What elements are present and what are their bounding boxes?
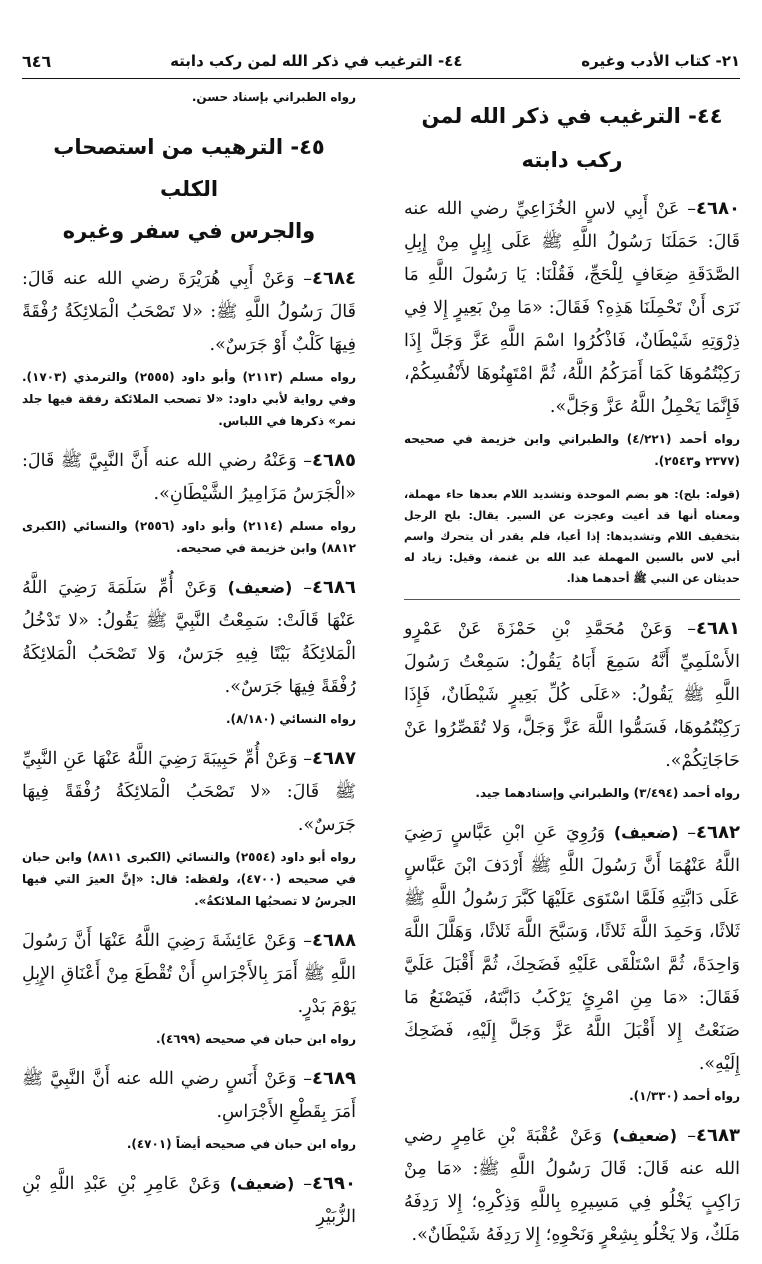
left-column: [22, 86, 356, 1246]
hadith-4690: [22, 1167, 356, 1234]
hadith-number: ٤٦٨٤: [312, 268, 356, 289]
running-header: [22, 46, 740, 76]
hadith-body: وَعَنْ أُمِّ سَلَمَةَ رَضِيَ اللَّهُ عَنْهَا قَالَتْ: سَمِعْتُ النَّبِيَّ ﷺ يَقُولُ: «لا تَدْخُلُ الْمَلائِكَةُ بَيْتًا فِيهِ جَرَسٌ، وَلا تَصْحَبُ الْمَلائِكَةُ رُفْقَةً فِيهَا جَرَسٌ».: [22, 578, 356, 697]
carried-source-line: رواه الطبراني بإسناد حسن.: [191, 90, 356, 104]
right-column: [404, 86, 740, 1264]
explanatory-note: (قوله: بلح): هو بضم الموحدة وتشديد اللام بعدها حاء مهملة، ومعناه أنها قد أعيت وعجزت عن السير. يقال: بلح الرجل بتخفيف اللام وتشديدها: إذا أعيا، فلم يقدر أن يتحرك واسم أبي لاس بالسين المهملة عبد الله بن غنمة، وقيل: زياد له حديثان عن النبي ﷺ أحدهما هذا.: [404, 488, 740, 585]
hadith-text: ٤٦٨٧– وَعَنْ أُمِّ حَبِيبَةَ رَضِيَ اللَّهُ عَنْهَا عَنِ النَّبِيِّ ﷺ قَالَ: «لا تَصْحَبُ الْمَلائِكَةُ رُفْقَةً فِيهَا جَرَسٌ».: [22, 748, 356, 835]
section-title-44: ٤٤- الترغيب في ذكر الله لمن ركب دابته: [421, 104, 723, 172]
hadith-body: وَرُوِيَ عَنِ ابْنِ عَبَّاسٍ رَضِيَ اللَّهُ عَنْهُمَا أَنَّ رَسُولَ اللَّهِ ﷺ أَرْدَفَ ابْنَ عَبَّاسٍ عَلَى دَابَّتِهِ فَلَمَّا اسْتَوَى عَلَيْهَا كَبَّرَ رَسُولُ اللَّهِ ﷺ ثَلاثًا، وَحَمِدَ اللَّهَ ثَلاثًا، وَسَبَّحَ اللَّهَ ثَلاثًا، وَهَلَّلَ اللَّهَ وَاحِدَةً، ثُمَّ اسْتَلْقَى عَلَيْهِ فَضَحِكَ، ثُمَّ أَقْبَلَ عَلَيَّ فَقَالَ: «مَا مِنِ امْرِئٍ يَرْكَبُ دَابَّتَهُ، فَيَصْنَعُ مَا صَنَعْتُ إِلا أَقْبَلَ اللَّهُ عَزَّ وَجَلَّ إِلَيْهِ، فَضَحِكَ إِلَيْهِ».: [404, 823, 740, 1074]
hadith-4688: [22, 924, 356, 1050]
hadith-text: ٤٦٨٩– وَعَنْ أَنَسٍ رضي الله عنه أَنَّ النَّبِيَّ ﷺ أَمَرَ بِقَطْعِ الأَجْرَاسِ.: [22, 1068, 356, 1122]
hadith-grade: (ضعيف): [227, 578, 293, 597]
hadith-4685: [22, 444, 356, 559]
hadith-body: وَعَنْ أَنَسٍ رضي الله عنه أَنَّ النَّبِيَّ ﷺ أَمَرَ بِقَطْعِ الأَجْرَاسِ.: [22, 1069, 356, 1122]
header-rule: [22, 78, 740, 79]
hadith-grade: (ضعيف): [229, 1174, 295, 1193]
section-title-line-1: ٤٥- الترهيب من استصحاب الكلب: [53, 135, 325, 201]
page-number: ٦٤٦: [22, 51, 52, 71]
hadith-grade: (ضعيف): [612, 1126, 678, 1145]
hadith-4689: [22, 1062, 356, 1155]
hadith-source: رواه أحمد (١/٣٣٠).: [629, 1089, 740, 1103]
hadith-number: ٤٦٨٩: [312, 1068, 356, 1089]
hadith-body: وَعَنْ عَائِشَةَ رَضِيَ اللَّهُ عَنْهَا أَنَّ رَسُولَ اللَّهِ ﷺ أَمَرَ بِالأَجْرَاسِ أَنْ تُقْطَعَ مِنْ أَعْنَاقِ الإِبِلِ يَوْمَ بَدْرٍ.: [22, 931, 356, 1017]
hadith-number: ٤٦٨٦: [312, 577, 356, 598]
hadith-text: ٤٦٨٠– عَنْ أَبِي لاسٍ الخُزَاعِيِّ رضي الله عنه قَالَ: حَمَلَنَا رَسُولُ اللَّهِ ﷺ عَلَى إِبِلٍ مِنْ إِبِلِ الصَّدَقَةِ ضِعَافٍ لِلْحَجِّ، فَقُلْنَا: يَا رَسُولَ اللَّهِ مَا نَرَى أَنْ تَحْمِلَنَا هَذِهِ؟ فَقَالَ: «مَا مِنْ بَعِيرٍ إِلا فِي ذِرْوَتِهِ شَيْطَانٌ، فَاذْكُرُوا اسْمَ اللَّهِ عَزَّ وَجَلَّ إِذَا رَكِبْتُمُوهَا كَمَا أَمَرَكُمُ اللَّهُ، ثُمَّ امْتَهِنُوهَا لأَنْفُسِكُمْ، فَإِنَّمَا يَحْمِلُ اللَّهُ عَزَّ وَجَلَّ».: [404, 198, 740, 417]
hadith-number: ٤٦٨٥: [312, 450, 356, 471]
hadith-body: وَعَنْ عُقْبَةَ بْنِ عَامِرٍ رضي الله عنه قَالَ: قَالَ رَسُولُ اللَّهِ ﷺ: «مَا مِنْ رَاكِبٍ يَخْلُو فِي مَسِيرِهِ بِاللَّهِ وَذِكْرِهِ؛ إِلا رَدِفَهُ مَلَكٌ، وَلا يَخْلُو بِشِعْرٍ وَنَحْوِهِ؛ إِلا رَدِفَهُ شَيْطَانٌ».: [404, 1126, 740, 1245]
hadith-text: ٤٦٨٦– (ضعيف) وَعَنْ أُمِّ سَلَمَةَ رَضِيَ اللَّهُ عَنْهَا قَالَتْ: سَمِعْتُ النَّبِيَّ ﷺ يَقُولُ: «لا تَدْخُلُ الْمَلائِكَةُ بَيْتًا فِيهِ جَرَسٌ، وَلا تَصْحَبُ الْمَلائِكَةُ رُفْقَةً فِيهَا جَرَسٌ».: [22, 577, 356, 697]
hadith-number: ٤٦٨٠: [696, 198, 740, 219]
hadith-number: ٤٦٨٨: [312, 930, 356, 951]
hadith-body: وَعَنْ أَبِي هُرَيْرَةَ رضي الله عنه قَالَ: قَالَ رَسُولُ اللَّهِ ﷺ: «لا تَصْحَبُ الْمَلائِكَةُ رُفْقَةً فِيهَا كَلْبٌ أَوْ جَرَسٌ».: [22, 269, 356, 355]
hadith-number: ٤٦٨١: [696, 618, 740, 639]
hadith-4687: [22, 742, 356, 912]
hadith-source: رواه مسلم (٢١١٤) وأبو داود (٢٥٥٦) والنسائي (الكبرى ٨٨١٢) وابن خزيمة في صحيحه.: [22, 519, 356, 555]
hadith-4684: [22, 262, 356, 432]
hadith-number: ٤٦٨٣: [696, 1125, 740, 1146]
hadith-number: ٤٦٩٠: [312, 1173, 356, 1194]
hadith-grade: (ضعيف): [613, 823, 679, 842]
hadith-text: ٤٦٨٢– (ضعيف) وَرُوِيَ عَنِ ابْنِ عَبَّاسٍ رَضِيَ اللَّهُ عَنْهُمَا أَنَّ رَسُولَ اللَّهِ ﷺ أَرْدَفَ ابْنَ عَبَّاسٍ عَلَى دَابَّتِهِ فَلَمَّا اسْتَوَى عَلَيْهَا كَبَّرَ رَسُولُ اللَّهِ ﷺ ثَلاثًا، وَحَمِدَ اللَّهَ ثَلاثًا، وَسَبَّحَ اللَّهَ ثَلاثًا، وَهَلَّلَ اللَّهَ وَاحِدَةً، ثُمَّ اسْتَلْقَى عَلَيْهِ فَضَحِكَ، ثُمَّ أَقْبَلَ عَلَيَّ فَقَالَ: «مَا مِنِ امْرِئٍ يَرْكَبُ دَابَّتَهُ، فَيَصْنَعُ مَا صَنَعْتُ إِلا أَقْبَلَ اللَّهُ عَزَّ وَجَلَّ إِلَيْهِ، فَضَحِكَ إِلَيْهِ».: [404, 822, 740, 1074]
hadith-body: عَنْ أَبِي لاسٍ الخُزَاعِيِّ رضي الله عنه قَالَ: حَمَلَنَا رَسُولُ اللَّهِ ﷺ عَلَى إِبِلٍ مِنْ إِبِلِ الصَّدَقَةِ ضِعَافٍ لِلْحَجِّ، فَقُلْنَا: يَا رَسُولَ اللَّهِ مَا نَرَى أَنْ تَحْمِلَنَا هَذِهِ؟ فَقَالَ: «مَا مِنْ بَعِيرٍ إِلا فِي ذِرْوَتِهِ شَيْطَانٌ، فَاذْكُرُوا اسْمَ اللَّهِ عَزَّ وَجَلَّ إِذَا رَكِبْتُمُوهَا كَمَا أَمَرَكُمُ اللَّهُ، ثُمَّ امْتَهِنُوهَا لأَنْفُسِكُمْ، فَإِنَّمَا يَحْمِلُ اللَّهُ عَزَّ وَجَلَّ».: [404, 199, 740, 417]
hadith-4680: [404, 192, 740, 472]
chapter-title: ٢١- كتاب الأدب وغيره: [581, 52, 740, 70]
section-title-45: [22, 126, 356, 252]
hadith-4681: [404, 612, 740, 804]
hadith-text: ٤٦٨٥– وَعَنْهُ رضي الله عنه أَنَّ النَّبِيَّ ﷺ قَالَ: «الْجَرَسُ مَزَامِيرُ الشَّيْطَانِ».: [22, 450, 356, 504]
hadith-4683: [404, 1119, 740, 1252]
hadith-source: رواه أحمد (٣/٤٩٤) والطبراني وإسنادهما جيد.: [475, 786, 740, 800]
hadith-text: ٤٦٨١– وَعَنْ مُحَمَّدِ بْنِ حَمْزَةَ عَنْ عَمْرٍو الأَسْلَمِيِّ أَنَّهُ سَمِعَ أَبَاهُ يَقُولُ: سَمِعْتُ رَسُولَ اللَّهِ ﷺ يَقُولُ: «عَلَى كُلِّ بَعِيرٍ شَيْطَانٌ، فَإِذَا رَكِبْتُمُوهَا، فَسَمُّوا اللَّهَ عَزَّ وَجَلَّ، وَلا تُقَصِّرُوا عَنْ حَاجَاتِكُمْ».: [404, 618, 740, 771]
hadith-text: ٤٦٨٣– (ضعيف) وَعَنْ عُقْبَةَ بْنِ عَامِرٍ رضي الله عنه قَالَ: قَالَ رَسُولُ اللَّهِ ﷺ: «مَا مِنْ رَاكِبٍ يَخْلُو فِي مَسِيرِهِ بِاللَّهِ وَذِكْرِهِ؛ إِلا رَدِفَهُ مَلَكٌ، وَلا يَخْلُو بِشِعْرٍ وَنَحْوِهِ؛ إِلا رَدِفَهُ شَيْطَانٌ».: [404, 1125, 740, 1245]
hadith-4686: [22, 571, 356, 730]
hadith-body: وَعَنْ أُمِّ حَبِيبَةَ رَضِيَ اللَّهُ عَنْهَا عَنِ النَّبِيِّ ﷺ قَالَ: «لا تَصْحَبُ الْمَلائِكَةُ رُفْقَةً فِيهَا جَرَسٌ».: [22, 749, 356, 835]
hadith-source: رواه أبو داود (٢٥٥٤) والنسائي (الكبرى ٨٨١١) وابن حبان في صحيحه (٤٧٠٠)، ولفظه: قال: «إنَّ العيرَ التي فيها الجرسُ لا تصحبُها الملائكةُ».: [22, 850, 356, 908]
hadith-text: ٤٦٨٤– وَعَنْ أَبِي هُرَيْرَةَ رضي الله عنه قَالَ: قَالَ رَسُولُ اللَّهِ ﷺ: «لا تَصْحَبُ الْمَلائِكَةُ رُفْقَةً فِيهَا كَلْبٌ أَوْ جَرَسٌ».: [22, 268, 356, 355]
hadith-4682: [404, 816, 740, 1107]
section-title-line-2: والجرس في سفر وغيره: [62, 219, 316, 243]
hadith-source: رواه ابن حبان في صحيحه (٤٦٩٩).: [155, 1032, 356, 1046]
divider: [404, 599, 740, 600]
hadith-source: رواه أحمد (٤/٢٢١) والطبراني وابن خزيمة في صحيحه (٢٣٧٧ و٢٥٤٣).: [404, 432, 740, 468]
hadith-source: رواه النسائي (٨/١٨٠).: [225, 712, 356, 726]
hadith-number: ٤٦٨٢: [696, 822, 740, 843]
hadith-body: وَعَنْ مُحَمَّدِ بْنِ حَمْزَةَ عَنْ عَمْرٍو الأَسْلَمِيِّ أَنَّهُ سَمِعَ أَبَاهُ يَقُولُ: سَمِعْتُ رَسُولَ اللَّهِ ﷺ يَقُولُ: «عَلَى كُلِّ بَعِيرٍ شَيْطَانٌ، فَإِذَا رَكِبْتُمُوهَا، فَسَمُّوا اللَّهَ عَزَّ وَجَلَّ، وَلا تُقَصِّرُوا عَنْ حَاجَاتِكُمْ».: [404, 619, 740, 771]
hadith-text: ٤٦٨٨– وَعَنْ عَائِشَةَ رَضِيَ اللَّهُ عَنْهَا أَنَّ رَسُولَ اللَّهِ ﷺ أَمَرَ بِالأَجْرَاسِ أَنْ تُقْطَعَ مِنْ أَعْنَاقِ الإِبِلِ يَوْمَ بَدْرٍ.: [22, 930, 356, 1017]
hadith-source: رواه ابن حبان في صحيحه أيضاً (٤٧٠١).: [126, 1137, 356, 1151]
hadith-text: ٤٦٩٠– (ضعيف) وَعَنْ عَامِرِ بْنِ عَبْدِ اللَّهِ بْنِ الزُّبَيْرِ: [22, 1173, 356, 1227]
hadith-number: ٤٦٨٧: [312, 748, 356, 769]
running-section-title: ٤٤- الترغيب في ذكر الله لمن ركب دابته: [170, 52, 463, 70]
hadith-body: وَعَنْهُ رضي الله عنه أَنَّ النَّبِيَّ ﷺ قَالَ: «الْجَرَسُ مَزَامِيرُ الشَّيْطَانِ».: [22, 451, 356, 504]
hadith-body: وَعَنْ عَامِرِ بْنِ عَبْدِ اللَّهِ بْنِ الزُّبَيْرِ: [22, 1174, 356, 1227]
hadith-source: رواه مسلم (٢١١٣) وأبو داود (٢٥٥٥) والترمذي (١٧٠٣). وفي رواية لأبي داود: «لا تصحب الملائكة رفقة فيها جلد نمر» ذكرها في اللباس.: [22, 370, 357, 428]
